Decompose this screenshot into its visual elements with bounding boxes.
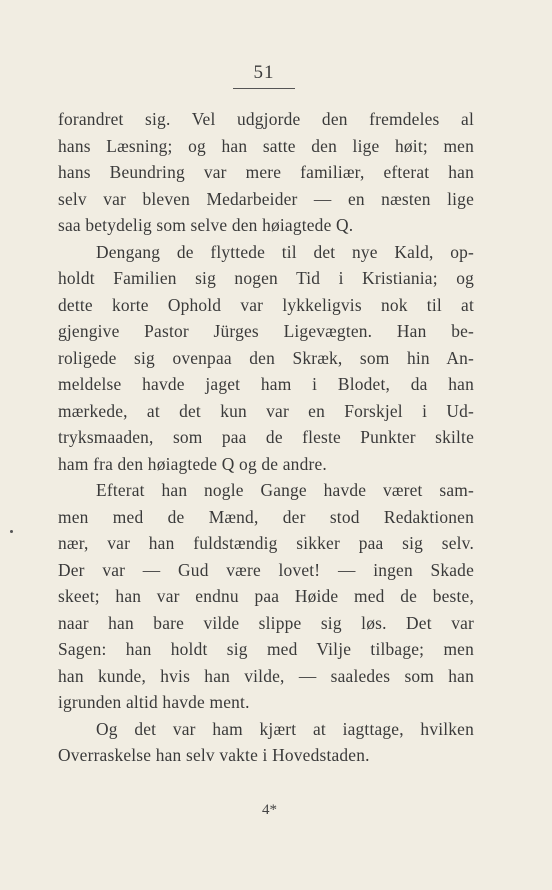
paragraph xyxy=(58,716,474,769)
text-line: Efterat han nogle Gange havde været sam- xyxy=(96,480,474,500)
text-line: hans Beundring var mere familiær, efterat han xyxy=(58,162,474,182)
text-line: igrunden altid havde ment. xyxy=(58,692,250,712)
text-line: hans Læsning; og han satte den lige høit; men xyxy=(58,135,474,156)
paragraph xyxy=(58,477,474,716)
ink-speck xyxy=(10,530,13,533)
text-line: Og det var ham kjært at iagttage, hvilken xyxy=(96,718,474,739)
text-line: Der var — Gud være lovet! — ingen Skade xyxy=(58,559,474,580)
text-line: gjengive Pastor Jürges Ligevægten. Han be- xyxy=(58,321,474,341)
text-line: forandret sig. Vel udgjorde den fremdeles al xyxy=(58,109,474,129)
text-line: Dengang de flyttede til det nye Kald, op- xyxy=(96,241,474,262)
text-line: skeet; han var endnu paa Høide med de beste, xyxy=(58,586,474,606)
text-line: han kunde, hvis han vilde, — saaledes som han xyxy=(58,665,474,686)
text-line: roligede sig ovenpaa den Skræk, som hin An- xyxy=(58,347,474,368)
signature-mark: 4* xyxy=(262,802,277,818)
text-line: naar han bare vilde slippe sig løs. Det var xyxy=(58,612,474,633)
text-line: selv var bleven Medarbeider — en næsten lige xyxy=(58,188,474,209)
text-line: tryksmaaden, som paa de fleste Punkter skilte xyxy=(58,427,474,447)
text-line: mærkede, at det kun var en Forskjel i Ud- xyxy=(58,400,474,421)
text-line: Overraskelse han selv vakte i Hovedstaden. xyxy=(58,745,370,765)
page-number: 51 xyxy=(253,62,275,83)
paragraph xyxy=(58,106,474,239)
body-text xyxy=(58,106,474,769)
paragraph xyxy=(58,239,474,478)
text-line: dette korte Ophold var lykkeligvis nok til at xyxy=(58,294,474,315)
text-line: saa betydelig som selve den høiagtede Q. xyxy=(58,215,354,235)
text-line: men med de Mænd, der stod Redaktionen xyxy=(58,506,474,527)
page-number-rule xyxy=(233,88,295,89)
text-line: holdt Familien sig nogen Tid i Kristiania; og xyxy=(58,268,474,288)
text-line: Sagen: han holdt sig med Vilje tilbage; men xyxy=(58,639,474,659)
text-line: meldelse havde jaget ham i Blodet, da han xyxy=(58,374,474,394)
text-line: ham fra den høiagtede Q og de andre. xyxy=(58,453,327,474)
text-line: nær, var han fuldstændig sikker paa sig selv. xyxy=(58,533,474,553)
